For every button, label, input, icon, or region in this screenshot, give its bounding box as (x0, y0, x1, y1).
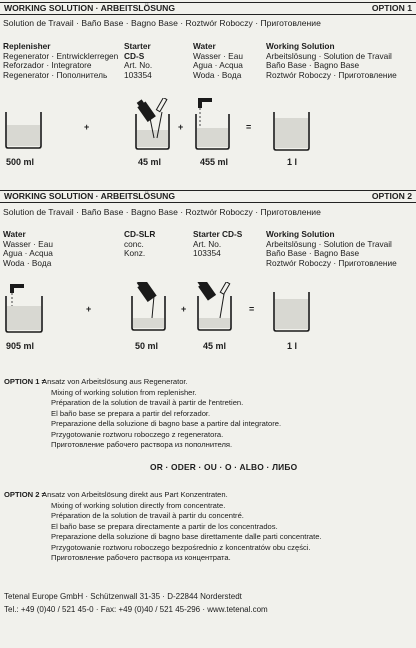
or-separator: OR · ODER · OU · O · ALBO · ЛИБО (150, 462, 298, 472)
option1-description: OPTION 1 = Ansatz von Arbeitslösung aus Regenerator. Mixing of working solution from replenisher. Préparation de la solution de travail à partir de l'entretien. El baño base se prepara a partir del reforzador. Preparazione della soluzione di bagno base a partire dal integratore. Przygotowanie roztworu roboczego z regeneratora. Приготовление рабочего раствора из пополнителя. (4, 377, 282, 449)
beaker-working-solution-icon (272, 290, 312, 334)
beaker-replenisher-icon (4, 110, 44, 150)
bottle-pour-concentrate-icon (124, 282, 172, 334)
s1-col-working-solution: Working Solution Arbeitslösung · Solution de Travail Baño Base · Bagno Base Roztwór Roboczy · Приготовление (266, 41, 397, 80)
s1-equals: = (246, 122, 252, 132)
beaker-water-tap-icon (190, 98, 236, 152)
option2-description: OPTION 2 = Ansatz von Arbeitslösung direkt aus Part Konzentraten. Mixing of working solution directly from concentrate. Préparation de la solution de travail à partir du concentré. El baño base se prepara directamente a partir de los concentrados. Preparazione della soluzione di bagno base direttamente dalle parti concentrate. Przygotowanie roztworu roboczego bezpośrednio z koncentratów obu części. Приготовление рабочего раствора из концентрата. (4, 490, 322, 562)
section2-subtitle: Solution de Travail · Baño Base · Bagno Base · Roztwór Roboczy · Приготовление (3, 207, 321, 217)
section2-option: OPTION 2 (371, 191, 412, 201)
s2-col-cd-slr: CD-SLR conc. Konz. (124, 229, 156, 259)
footer-address: Tetenal Europe GmbH · Schützenwall 31-35 · D-22844 Norderstedt (4, 592, 242, 601)
section2-header (0, 190, 416, 203)
s1-plus-2: + (178, 122, 184, 132)
option1-label: OPTION 1 = (4, 377, 46, 386)
s2-plus-1: + (86, 304, 92, 314)
footer-contact: Tel.: +49 (0)40 / 521 45-0 · Fax: +49 (0)40 / 521 45-296 · www.tetenal.com (4, 605, 268, 614)
s2-col-water: Water Wasser · Eau Agua · Acqua Woda · Вода (3, 229, 53, 268)
s1-qty-starter: 45 ml (138, 157, 162, 167)
option2-label: OPTION 2 = (4, 490, 46, 499)
s1-col-replenisher: Replenisher Regenerator · Entrwicklerregen Reforzador · Integratore Regenerator · Пополнитель (3, 41, 119, 80)
beaker-working-solution-icon (272, 110, 312, 152)
s1-col-starter: Starter CD-S Art. No. 103354 (124, 41, 153, 80)
section1-header (0, 2, 416, 15)
s2-equals: = (249, 304, 255, 314)
s1-qty-replenisher: 500 ml (6, 157, 35, 167)
s2-col-starter: Starter CD-S Art. No. 103354 (193, 229, 243, 259)
s2-qty-starter: 45 ml (203, 341, 227, 351)
bottle-pour-starter-icon (192, 282, 238, 334)
section1-title: WORKING SOLUTION · ARBEITSLÖSUNG (4, 3, 176, 13)
bottle-pour-starter-icon (128, 98, 174, 152)
beaker-water-tap-icon (2, 284, 48, 334)
s2-qty-working: 1 l (287, 341, 298, 351)
s1-qty-water: 455 ml (200, 157, 229, 167)
s1-col-water: Water Wasser · Eau Agua · Acqua Woda · Вода (193, 41, 243, 80)
section1-option: OPTION 1 (371, 3, 412, 13)
s1-qty-working: 1 l (287, 157, 298, 167)
section2-title: WORKING SOLUTION · ARBEITSLÖSUNG (4, 191, 176, 201)
s2-qty-water: 905 ml (6, 341, 35, 351)
s2-plus-2: + (181, 304, 187, 314)
s2-col-working-solution: Working Solution Arbeitslösung · Solution de Travail Baño Base · Bagno Base Roztwór Roboczy · Приготовление (266, 229, 397, 268)
section1-subtitle: Solution de Travail · Baño Base · Bagno Base · Roztwór Roboczy · Приготовление (3, 18, 321, 28)
s1-plus-1: + (84, 122, 90, 132)
s2-qty-cd-slr: 50 ml (135, 341, 159, 351)
